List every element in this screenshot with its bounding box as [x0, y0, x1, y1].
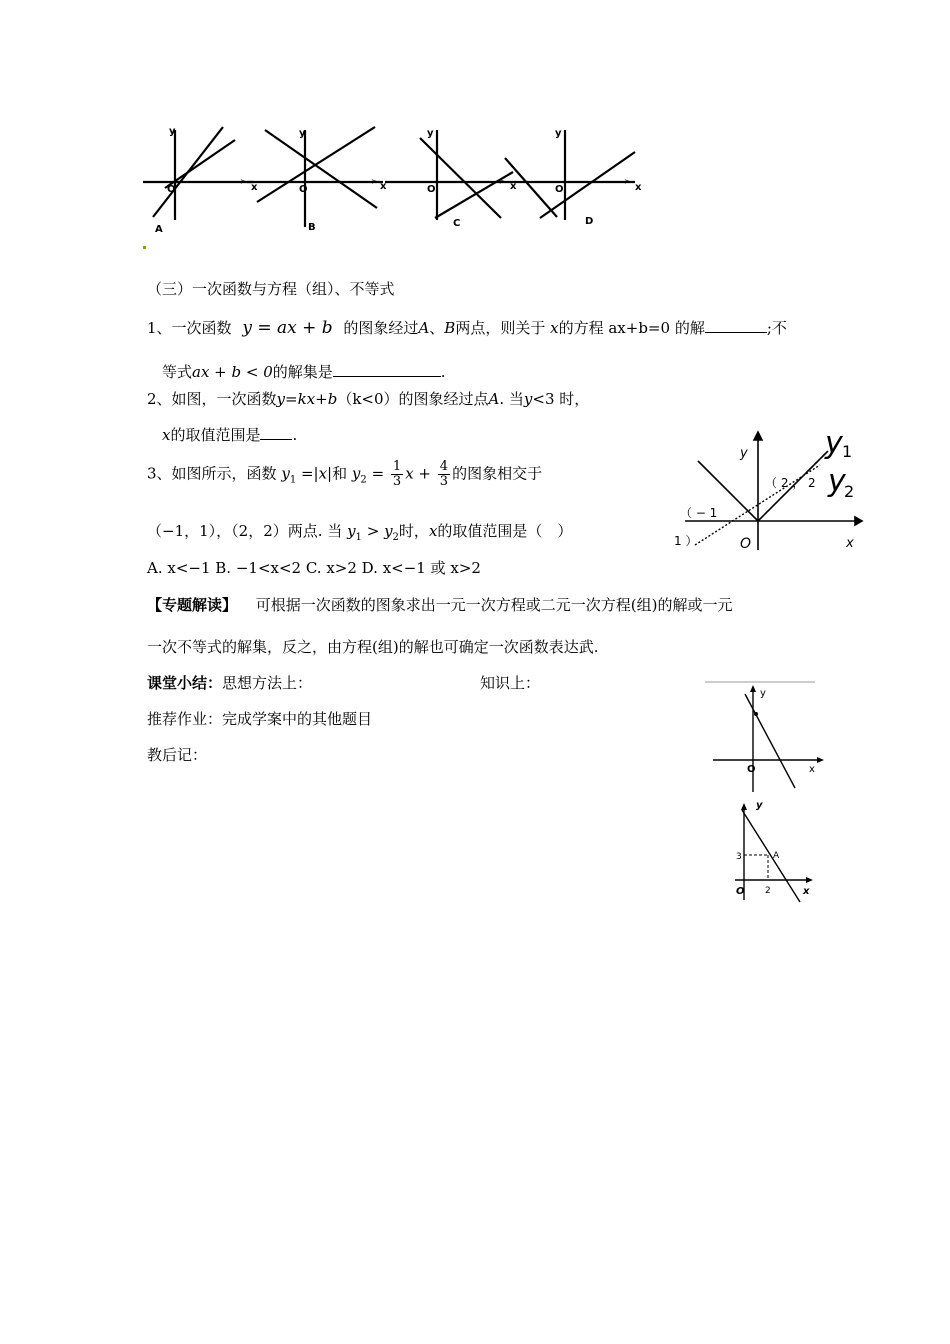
graph-c-x-label: x [510, 181, 517, 192]
question-2: 2、如图，一次函数y=kx+b（k<0）的图象经过点A. 当y<3 时， [147, 390, 590, 408]
homework: 推荐作业：完成学案中的其他题目 [147, 710, 373, 728]
graph-c-axis-y: y [756, 800, 763, 811]
svg-text:2: 2 [808, 476, 816, 490]
question-3: 3、如图所示，函数 $y_1 =|x|$和 $y_2$ = $\frac{1}{3}$ x + $\frac{4}{3}$ 的图象相交于 [147, 459, 543, 489]
q1-blank-1 [705, 332, 767, 333]
graph-c-origin: O [427, 184, 436, 195]
summary-knowledge: 知识上： [480, 674, 541, 692]
graph-d-origin: O [555, 184, 564, 195]
q1-formula: y = ax + b [242, 318, 333, 338]
class-summary: 课堂小结：思想方法上： [147, 674, 313, 692]
graph-b-y-label: y [299, 128, 306, 139]
point-minus1-1-label: （ − 1 [680, 506, 718, 520]
graph-line-small [705, 680, 825, 795]
q1-blank-2 [333, 376, 441, 377]
question-1-line-2: 等式ax + b < 0的解集是 . [162, 363, 446, 381]
origin-label: O [740, 536, 752, 552]
graph-a-label: A [155, 224, 163, 235]
graph-c-label: C [453, 218, 461, 229]
graph-b-axis-y: y [760, 688, 766, 699]
svg-text:>: > [371, 177, 378, 186]
topic-paragraph: 【专题解读】 可根据一次函数的图象求出一元一次方程或二元一次方程(组)的解或一元 [147, 596, 733, 614]
graph-c-y-label: y [427, 128, 434, 139]
svg-text:>: > [624, 177, 631, 186]
graph-b-origin: O [299, 184, 308, 195]
svg-text:>: > [240, 177, 247, 186]
graph-d-label: D [585, 216, 594, 227]
graph-c-point-a: A [773, 851, 780, 861]
y2-label: y [828, 464, 846, 499]
graph-b-origin: O [747, 764, 756, 775]
graph-d-x-label: x [635, 182, 642, 193]
axis-x-label: x [846, 536, 854, 551]
graph-point-a [730, 800, 820, 905]
after-class-notes: 教后记： [147, 746, 208, 764]
topic-title: 【专题解读】 [147, 596, 238, 614]
graph-c-x-tick: 2 [765, 886, 771, 896]
graph-a-origin: O [167, 184, 176, 195]
y1-sub: 1 [842, 442, 853, 461]
graph-c-y-tick: 3 [736, 852, 742, 862]
y1-label: y [825, 426, 843, 461]
question-2-line-2: x的取值范围是 . [162, 426, 298, 444]
graph-options-row [135, 122, 655, 242]
question-1: 1、一次函数 y = ax + b 的图象经过A、B两点，则关于 x的方程 ax+b=0 的解 ;不 [147, 318, 787, 338]
fraction-four-thirds: $\frac{4}{3}$ [439, 459, 449, 489]
graph-d-y-label: y [555, 128, 562, 139]
point-2-2-label: （ 2 ， [765, 476, 805, 490]
axis-y-label: y [740, 446, 748, 461]
q3-graph [670, 425, 870, 555]
svg-text:>: > [499, 177, 506, 186]
svg-text:1 ）: 1 ） [674, 534, 698, 548]
graph-c-axis-x: x [803, 886, 810, 897]
graph-b-x-label: x [380, 181, 387, 192]
topic-paragraph-line-2: 一次不等式的解集，反之，由方程(组)的解也可确定一次函数表达武. [147, 638, 599, 656]
graph-a-x-label: x [251, 182, 258, 193]
question-3-options: A. x<−1 B. −1<x<2 C. x>2 D. x<−1 或 x>2 [147, 559, 481, 577]
y2-sub: 2 [844, 482, 855, 501]
question-3-line-2: （−1，1），（2，2）两点. 当 $y_1 > y_2$时，x的取值范围是（ ） [147, 522, 573, 543]
q2-blank [260, 439, 292, 440]
section-title: （三）一次函数与方程（组）、不等式 [147, 280, 395, 298]
graph-c-origin: O [736, 886, 745, 897]
graph-a-y-label: y [169, 126, 176, 137]
graph-b-label: B [308, 222, 316, 233]
graph-b-axis-x: x [809, 764, 815, 775]
fraction-one-third: $\frac{1}{3}$ [392, 459, 402, 489]
